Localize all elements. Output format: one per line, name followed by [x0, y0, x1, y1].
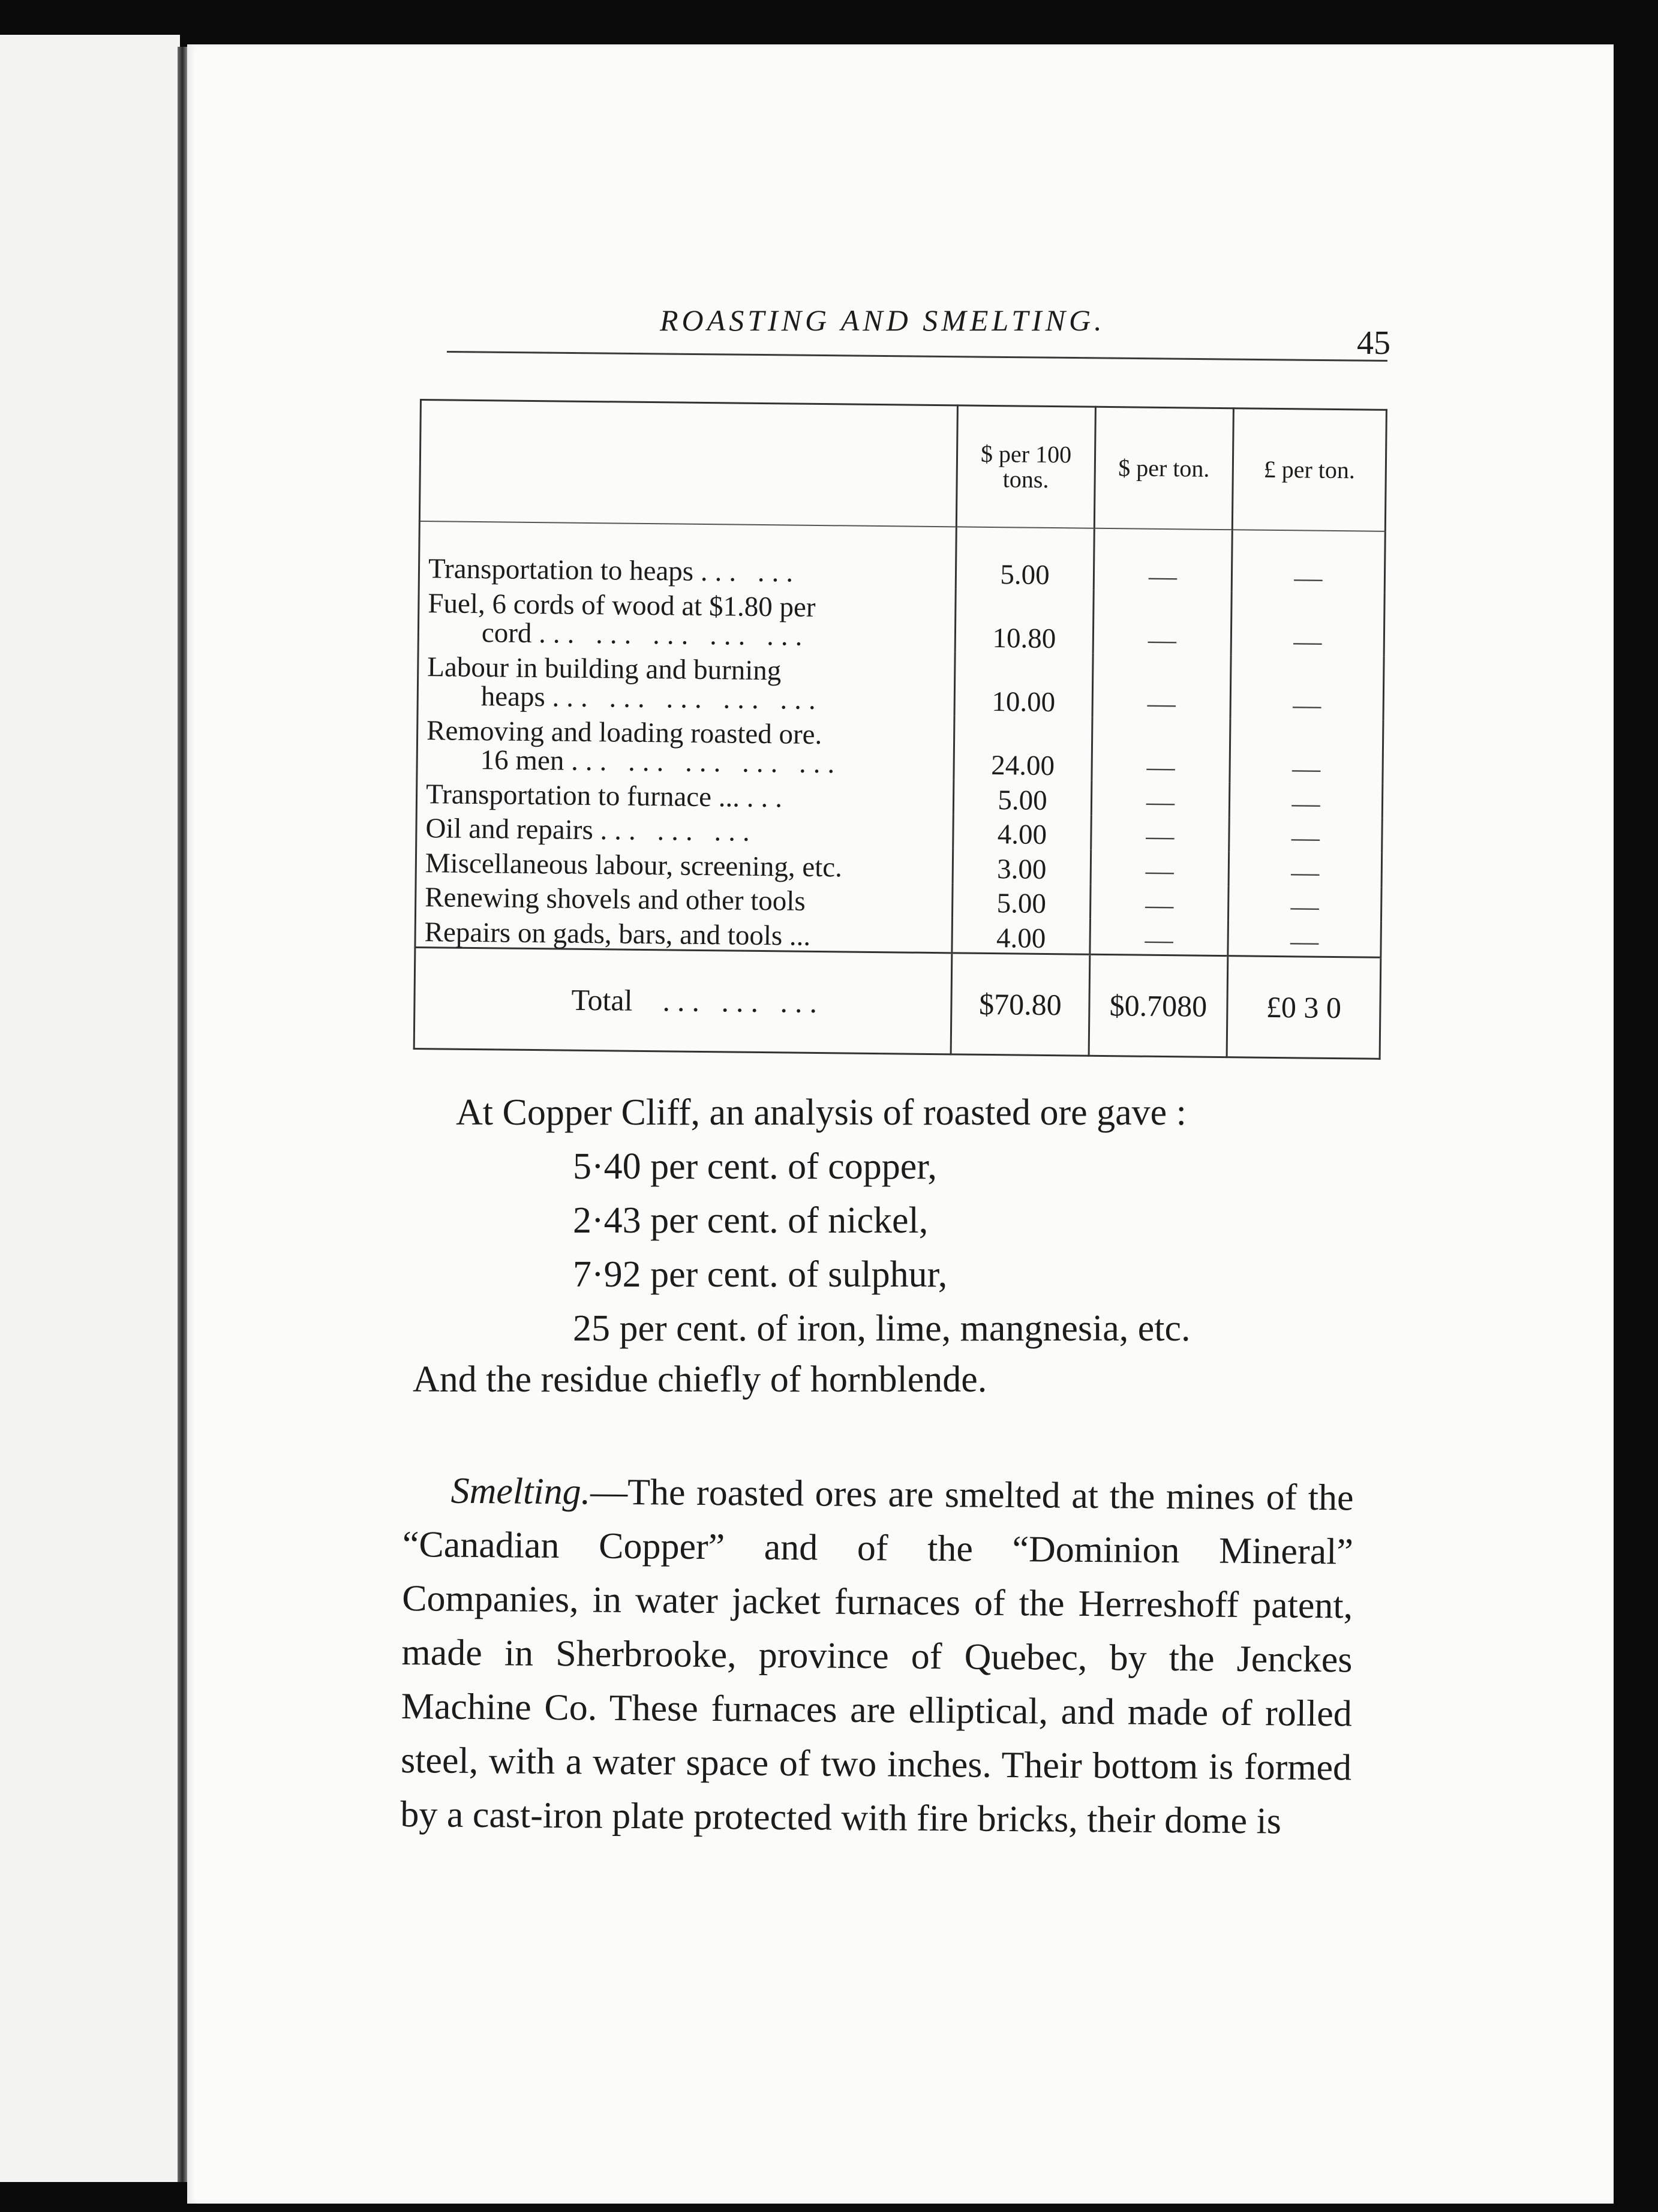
column-header-per-100-tons: $ per 100 tons.: [956, 405, 1095, 528]
cost-per-100-tons: 3.00: [953, 849, 1091, 885]
cost-per-ton: —: [1094, 528, 1232, 591]
cost-per-ton: —: [1093, 590, 1232, 656]
total-per-ton: $0.7080: [1089, 954, 1228, 1057]
cost-per-ton: —: [1091, 850, 1229, 886]
total-label: Total ... ... ...: [414, 947, 952, 1054]
cost-pounds-per-ton: —: [1230, 655, 1384, 720]
cost-per-100-tons: 10.00: [954, 652, 1093, 717]
row-label: Transportation to heaps ... ...: [419, 521, 956, 588]
cost-pounds-per-ton: —: [1231, 591, 1384, 657]
cost-per-ton: —: [1092, 717, 1230, 783]
cost-per-100-tons: 5.00: [952, 883, 1091, 919]
row-label: Removing and loading roasted ore. 16 men ... ... ... ... ...: [417, 710, 954, 779]
column-header-pounds-per-ton: £ per ton.: [1232, 408, 1386, 531]
cost-table-container: [413, 399, 1386, 1060]
cost-per-100-tons: 5.00: [953, 780, 1092, 816]
facing-page-edge: [0, 35, 180, 2182]
cost-per-100-tons: 10.80: [955, 588, 1094, 654]
row-label: Transportation to furnace ... ...: [416, 774, 954, 814]
cost-per-100-tons: 4.00: [952, 917, 1091, 954]
column-header-per-ton: $ per ton.: [1094, 407, 1233, 530]
cost-per-ton: —: [1091, 815, 1230, 851]
cost-pounds-per-ton: —: [1229, 817, 1383, 853]
page-number: 45: [1357, 324, 1390, 362]
table-row: [418, 583, 1384, 657]
cost-per-100-tons: 5.00: [956, 527, 1094, 590]
row-label: Repairs on gads, bars, and tools ...: [415, 912, 953, 953]
cost-table: [413, 399, 1387, 1060]
smelting-label: Smelting.: [450, 1470, 591, 1513]
cost-per-100-tons: 4.00: [953, 814, 1092, 850]
cost-per-100-tons: 24.00: [954, 716, 1092, 781]
row-label: Labour in building and burning heaps ... ... ... ... ...: [417, 647, 955, 716]
cost-per-ton: —: [1090, 884, 1229, 920]
row-label: Miscellaneous labour, screening, etc.: [416, 843, 953, 883]
row-label: Fuel, 6 cords of wood at $1.80 per cord ... ... ... ... ...: [418, 583, 956, 652]
smelting-paragraph: [400, 1463, 1354, 1849]
scan-right-border: [1614, 36, 1658, 2212]
analysis-line-iron: 25 per cent. of iron, lime, mangnesia, etc.: [573, 1308, 1191, 1349]
row-label: Oil and repairs ... ... ...: [416, 809, 954, 849]
cost-pounds-per-ton: —: [1229, 782, 1383, 818]
analysis-line-copper: 5·40 per cent. of copper,: [573, 1146, 937, 1187]
running-header-title: ROASTING AND SMELTING.: [660, 303, 1106, 337]
cost-pounds-per-ton: —: [1228, 920, 1381, 957]
table-row: [417, 647, 1384, 720]
total-pounds-per-ton: £0 3 0: [1227, 955, 1381, 1059]
cost-per-ton: —: [1090, 919, 1229, 956]
analysis-line-sulphur: 7·92 per cent. of sulphur,: [573, 1254, 948, 1295]
table-row: [417, 710, 1383, 784]
cost-table-header-row: [419, 400, 1386, 531]
cost-pounds-per-ton: —: [1230, 719, 1383, 784]
row-label: Renewing shovels and other tools: [416, 877, 953, 918]
cost-pounds-per-ton: —: [1228, 886, 1381, 922]
cost-per-ton: —: [1091, 781, 1230, 817]
item-column-header: [419, 400, 957, 527]
table-row: [419, 521, 1385, 593]
analysis-residue: And the residue chiefly of hornblende.: [413, 1359, 987, 1400]
scan-top-border: [0, 0, 1658, 48]
analysis-line-nickel: 2·43 per cent. of nickel,: [573, 1200, 929, 1241]
cost-pounds-per-ton: —: [1232, 530, 1385, 593]
total-per-100-tons: $70.80: [951, 953, 1090, 1056]
smelting-text: —The roasted ores are smelted at the mines of the “Canadian Copper” and of the “Dominion Mineral” Companies, in water jacket furnaces of the Herreshoff patent, made in Sherbrooke, province of Quebec, by the Jenckes Machine Co. These furnaces are elliptical, and made of rolled steel, with a water space of two inches. Their bottom is formed by a cast-iron plate protected with fire bricks, their dome is: [400, 1471, 1354, 1842]
cost-per-ton: —: [1092, 654, 1231, 719]
analysis-intro: At Copper Cliff, an analysis of roasted ore gave :: [456, 1092, 1187, 1133]
total-row: [414, 947, 1381, 1059]
cost-pounds-per-ton: —: [1229, 851, 1382, 887]
